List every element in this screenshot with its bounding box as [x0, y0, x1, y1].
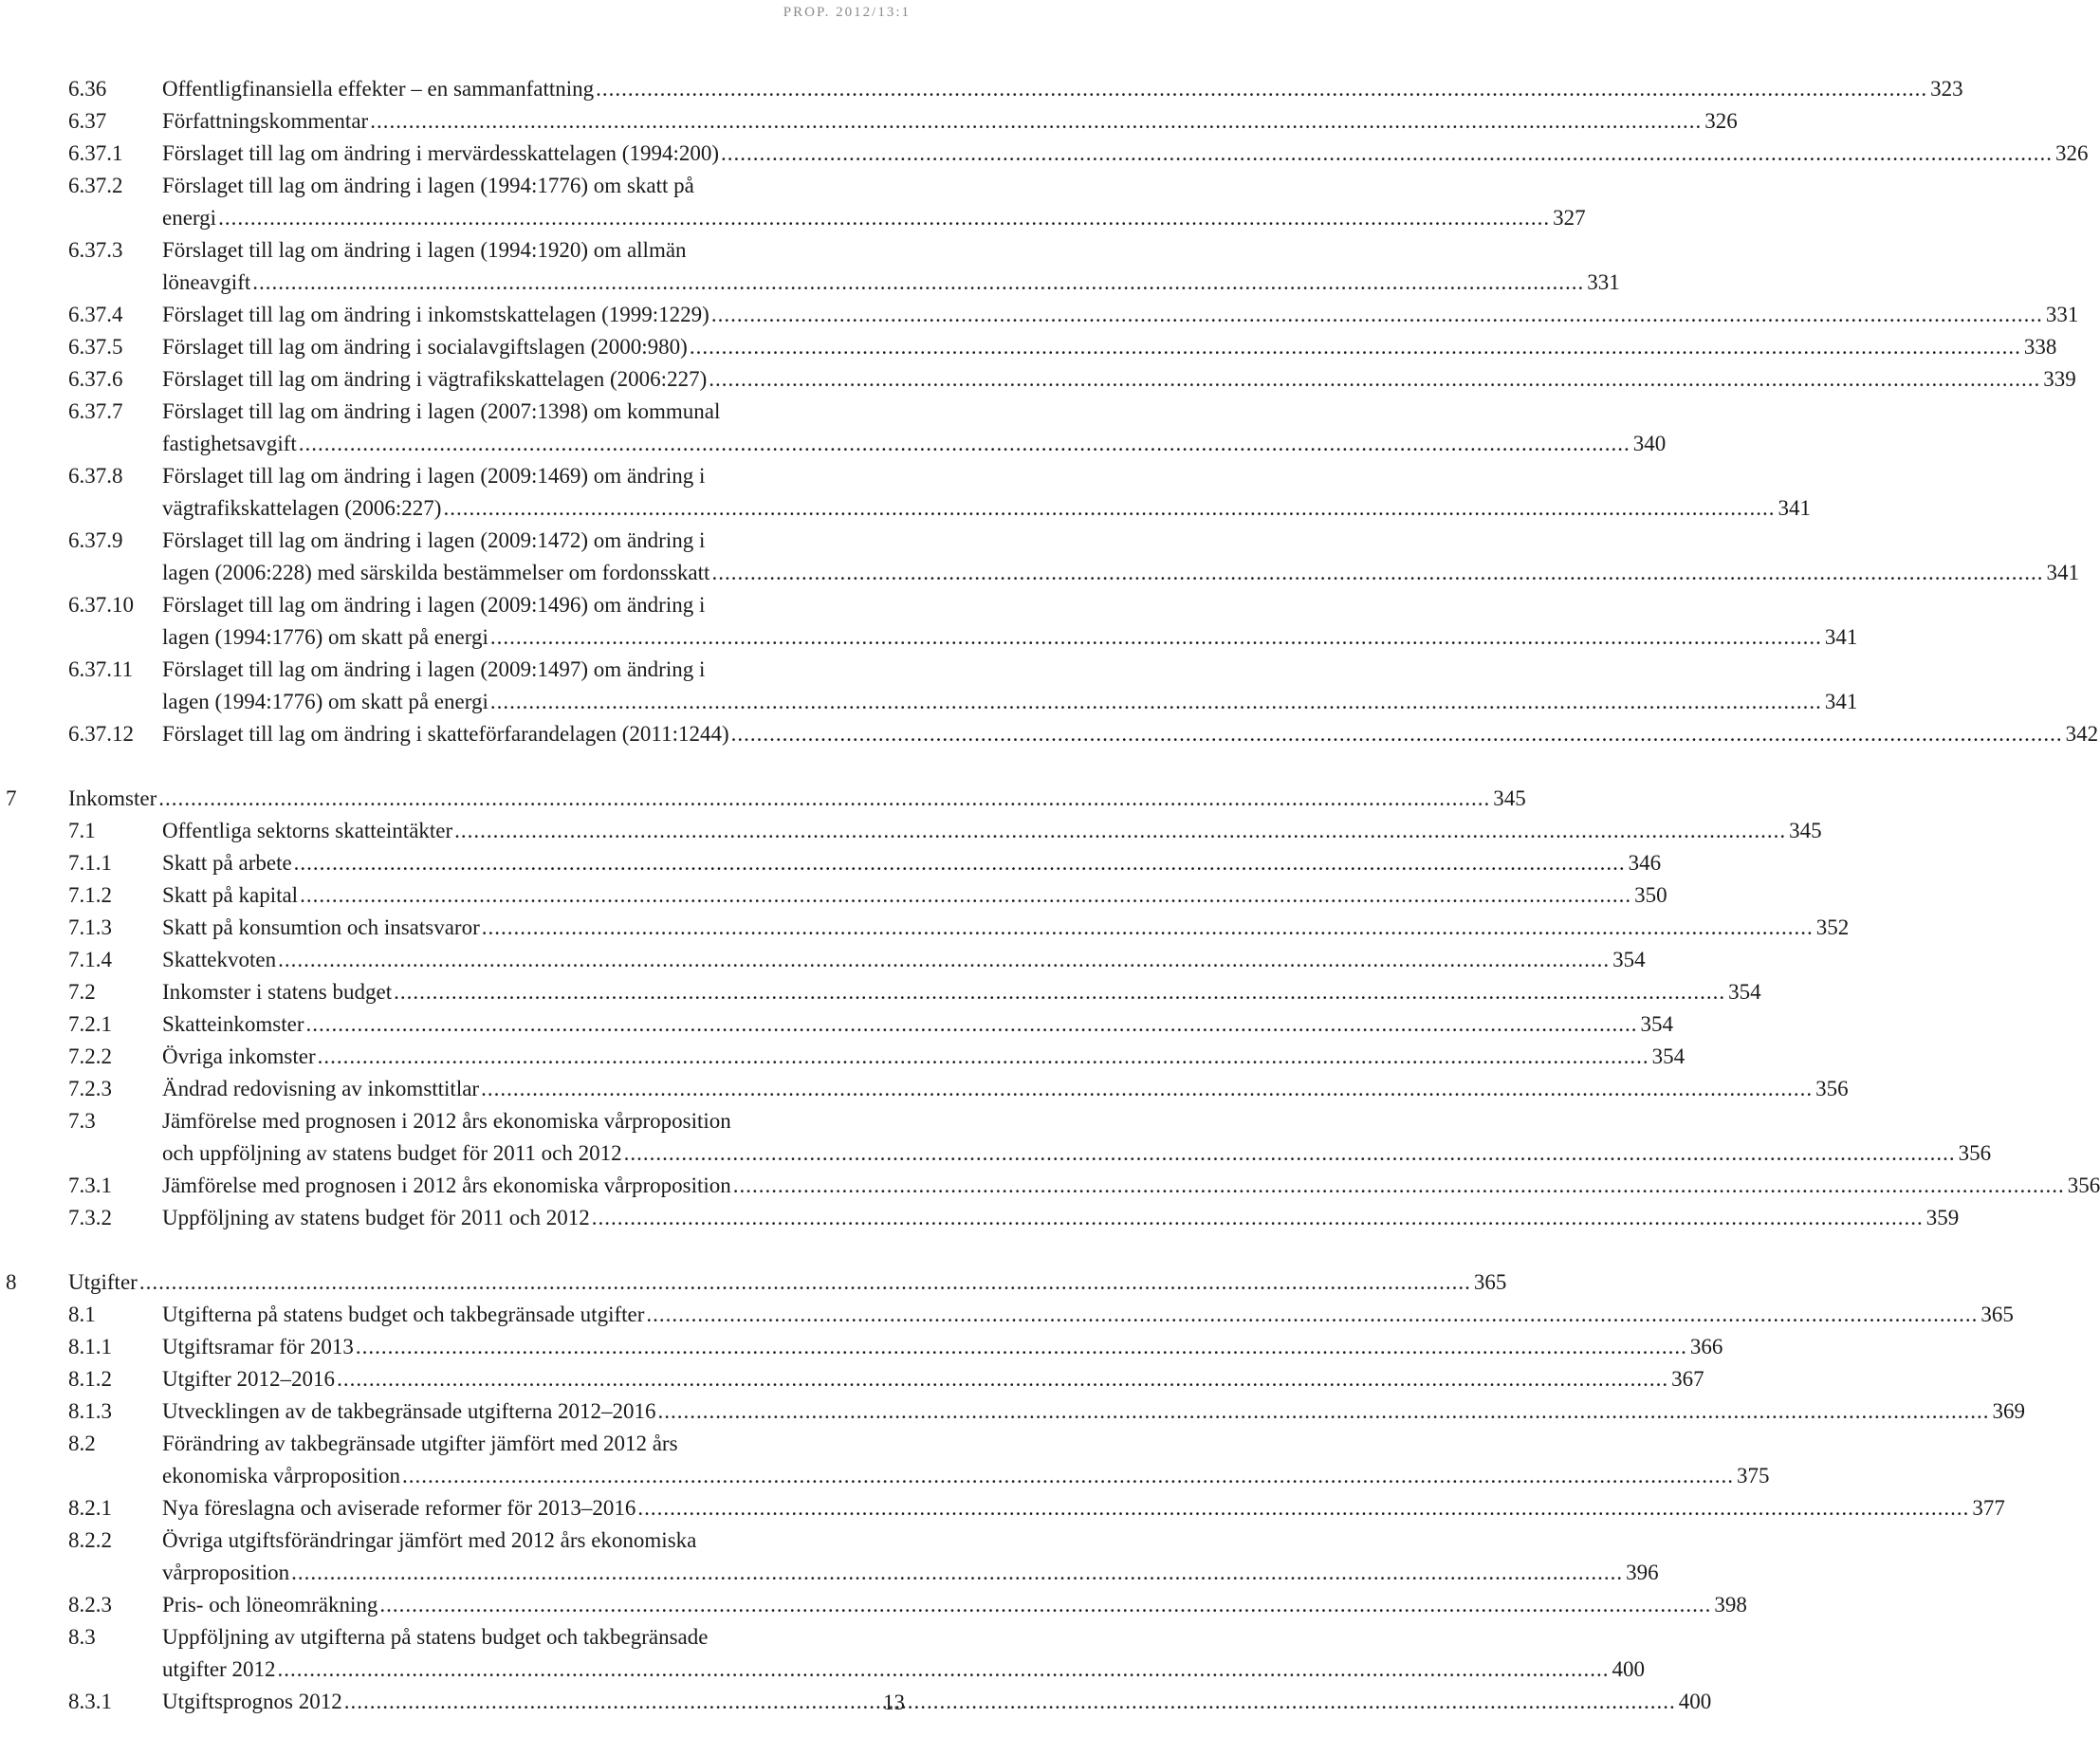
toc-entry-title: vårproposition: [162, 1561, 290, 1584]
dot-leader: [139, 1266, 1471, 1299]
toc-page-number: 339: [2043, 367, 2076, 391]
toc-entry[interactable]: [0, 1202, 1960, 1234]
toc-chapter-entry[interactable]: [0, 1266, 1507, 1299]
toc-section-number: 6.36: [68, 77, 107, 101]
toc-entry-title-line: [162, 267, 1620, 299]
toc-entry-title: Förslaget till lag om ändring i lagen (2009:1497) om ändring i: [162, 657, 706, 681]
toc-entry-title-line: [162, 1137, 1992, 1170]
toc-entry-title: Författningskommentar: [162, 109, 369, 133]
dot-leader: [277, 1654, 1609, 1686]
toc-page-number: 331: [2045, 303, 2079, 326]
toc-section-number: 6.37.4: [68, 303, 123, 326]
toc-entry[interactable]: [0, 1170, 2100, 1202]
toc-entry-title-line: [162, 105, 1738, 138]
toc-entry-title: Utgiftsprognos 2012: [162, 1690, 342, 1713]
toc-entry-title: Skatt på arbete: [162, 851, 292, 875]
dot-leader: [379, 1589, 1711, 1621]
toc-entry-title: Skattekvoten: [162, 948, 277, 971]
toc-entry-title-continuation: [162, 1621, 846, 1654]
toc-page-number: 369: [1992, 1399, 2026, 1423]
toc-entry-title-line: [162, 1589, 1747, 1621]
toc-entry[interactable]: [0, 1331, 1723, 1363]
toc-entry[interactable]: [0, 170, 1586, 234]
toc-page-number: 359: [1925, 1206, 1960, 1229]
dot-leader: [733, 1170, 2065, 1202]
toc-entry-title: Förslaget till lag om ändring i lagen (2007:1398) om kommunal: [162, 399, 721, 423]
toc-entry-title: och uppföljning av statens budget för 2011 och 2012: [162, 1141, 622, 1165]
dot-leader: [646, 1299, 1978, 1331]
dot-leader: [481, 1073, 1813, 1105]
toc-section-number: 6.37.7: [68, 399, 123, 423]
toc-entry-title-continuation: [162, 1105, 846, 1137]
toc-entry[interactable]: [0, 234, 1620, 299]
toc-entry-title-line: [162, 1686, 1712, 1718]
toc-section-number: 7.1.3: [68, 915, 112, 939]
toc-entry[interactable]: [0, 912, 1850, 944]
toc-page-number: 354: [1651, 1044, 1686, 1068]
toc-entry[interactable]: [0, 718, 2099, 750]
toc-entry-title: vägtrafikskattelagen (2006:227): [162, 496, 442, 520]
toc-entry-title: Förslaget till lag om ändring i inkomstskattelagen (1999:1229): [162, 303, 709, 326]
toc-page-number: 356: [2067, 1173, 2100, 1197]
toc-page-number: 377: [1972, 1496, 2005, 1520]
toc-page-number: 365: [1980, 1303, 2014, 1326]
toc-entry[interactable]: [0, 976, 1761, 1008]
toc-section-number: 6.37.6: [68, 367, 123, 391]
toc-section-number: 6.37.11: [68, 657, 134, 681]
toc-entry[interactable]: [0, 525, 2079, 589]
toc-entry-title-line: [162, 1041, 1686, 1073]
toc-entry-title-continuation: [162, 460, 846, 492]
toc-entry-title: Utgiftsramar för 2013: [162, 1335, 354, 1358]
toc-entry-title: löneavgift: [162, 270, 251, 294]
toc-page-number: 350: [1634, 883, 1667, 907]
toc-entry-title-line: [68, 783, 1526, 815]
toc-entry-title-line: [162, 299, 2079, 331]
dot-leader: [278, 944, 1610, 976]
toc-entry-title: Utgifter: [68, 1270, 138, 1294]
toc-entry-title-line: [162, 976, 1761, 1008]
toc-section-number: 8.3.1: [68, 1690, 112, 1713]
toc-entry-title-line: [162, 363, 2076, 396]
dot-leader: [443, 492, 1775, 525]
toc-entry-title: Pris- och löneomräkning: [162, 1593, 378, 1617]
toc-entry-title-line: [162, 1557, 1659, 1589]
dot-leader: [721, 138, 2053, 170]
toc-section-number: 6.37.10: [68, 593, 134, 617]
toc-entry-title: Ändrad redovisning av inkomsttitlar: [162, 1077, 480, 1100]
toc-entry-title: Förslaget till lag om ändring i mervärdesskattelagen (1994:200): [162, 141, 719, 165]
dot-leader: [592, 1202, 1924, 1234]
dot-leader: [394, 976, 1725, 1008]
toc-section-number: 6.37.2: [68, 174, 123, 197]
toc-page-number: 400: [1678, 1690, 1712, 1713]
toc-page-number: 396: [1626, 1561, 1659, 1584]
toc-entry-title: Övriga utgiftsförändringar jämfört med 2012 års ekonomiska: [162, 1528, 697, 1552]
toc-section-number: 7.2.3: [68, 1077, 112, 1100]
toc-entry-title: Uppföljning av statens budget för 2011 och 2012: [162, 1206, 590, 1229]
toc-entry-title-line: [162, 1073, 1849, 1105]
toc-entry[interactable]: [0, 815, 1822, 847]
toc-section-number: 8.3: [68, 1625, 96, 1649]
dot-leader: [299, 428, 1630, 460]
toc-entry-title-line: [162, 944, 1646, 976]
toc-section-number: 7.3: [68, 1109, 96, 1133]
toc-entry[interactable]: [0, 1428, 1770, 1492]
toc-entry-title-line: [162, 1654, 1645, 1686]
toc-entry-title: Övriga inkomster: [162, 1044, 316, 1068]
dot-leader: [624, 1137, 1956, 1170]
toc-entry[interactable]: [0, 138, 2089, 170]
dot-leader: [596, 73, 1927, 105]
toc-page-number: 398: [1714, 1593, 1747, 1617]
toc-entry-title: Skatt på konsumtion och insatsvaror: [162, 915, 480, 939]
toc-section-number: 7.2: [68, 980, 96, 1004]
toc-entry[interactable]: [0, 331, 2057, 363]
toc-entry[interactable]: [0, 879, 1667, 912]
dot-leader: [318, 1041, 1649, 1073]
toc-page-number: 356: [1958, 1141, 1992, 1165]
toc-entry-title-continuation: [162, 1524, 846, 1557]
toc-entry-title-line: [162, 686, 1858, 718]
toc-entry[interactable]: [0, 105, 1738, 138]
toc-entry[interactable]: [0, 1105, 1992, 1170]
toc-entry[interactable]: [0, 460, 1811, 525]
toc-section-number: 7.1.1: [68, 851, 112, 875]
toc-section-number: 6.37.8: [68, 464, 123, 488]
dot-leader: [490, 621, 1822, 654]
toc-page-number: 327: [1553, 206, 1586, 230]
toc-section-number: 7.3.2: [68, 1206, 112, 1229]
toc-entry-title: Nya föreslagna och aviserade reformer för 2013–2016: [162, 1496, 636, 1520]
toc-entry-title: Förslaget till lag om ändring i vägtrafikskattelagen (2006:227): [162, 367, 708, 391]
dot-leader: [305, 1008, 1637, 1041]
toc-entry-title-line: [162, 557, 2079, 589]
toc-entry-title-continuation: [162, 170, 846, 202]
toc-entry-title: ekonomiska vårproposition: [162, 1464, 401, 1488]
toc-page-number: 326: [2055, 141, 2089, 165]
toc-page-number: 346: [1628, 851, 1662, 875]
toc-section-number: 6.37.3: [68, 238, 123, 262]
toc-page-number: 340: [1632, 432, 1667, 455]
toc-entry-title: energi: [162, 206, 217, 230]
toc-page-number: 365: [1473, 1270, 1507, 1294]
toc-entry[interactable]: [0, 1008, 1673, 1041]
toc-entry-title-continuation: [162, 234, 846, 267]
toc-entry-title: Förslaget till lag om ändring i lagen (2009:1472) om ändring i: [162, 528, 706, 552]
toc-entry-title-line: [162, 1202, 1960, 1234]
toc-entry-title-line: [162, 1395, 2026, 1428]
toc-section-number: 7.2.2: [68, 1044, 112, 1068]
toc-page-number: 345: [1493, 786, 1526, 810]
toc-entry-title-line: [162, 1170, 2100, 1202]
toc-section-number: 8: [6, 1270, 17, 1294]
toc-entry[interactable]: [0, 1492, 2005, 1524]
toc-entry[interactable]: [0, 944, 1646, 976]
toc-section-number: 7.1.2: [68, 883, 112, 907]
toc-entry-title: Offentliga sektorns skatteintäkter: [162, 819, 453, 842]
toc-entry-title-line: [162, 73, 1963, 105]
dot-leader: [252, 267, 1584, 299]
toc-entry-title-line: [162, 912, 1850, 944]
toc-page-number: 354: [1612, 948, 1646, 971]
toc-chapter-entry[interactable]: [0, 783, 1526, 815]
toc-section-number: 6.37.9: [68, 528, 123, 552]
toc-section-number: 8.2.1: [68, 1496, 112, 1520]
toc-entry-title: Förslaget till lag om ändring i lagen (1994:1920) om allmän: [162, 238, 687, 262]
dot-leader: [711, 299, 2043, 331]
toc-page-number: 323: [1930, 77, 1963, 101]
dot-leader: [690, 331, 2021, 363]
dot-leader: [711, 557, 2043, 589]
toc-entry-title: fastighetsavgift: [162, 432, 297, 455]
toc-entry-title-continuation: [162, 1428, 846, 1460]
toc-entry[interactable]: [0, 1073, 1849, 1105]
toc-entry-title: Förslaget till lag om ändring i lagen (2009:1469) om ändring i: [162, 464, 706, 488]
toc-entry-title: utgifter 2012: [162, 1657, 276, 1681]
dot-leader: [658, 1395, 1990, 1428]
toc-page-number: 367: [1671, 1367, 1704, 1391]
toc-page-number: 375: [1737, 1464, 1770, 1488]
toc-page-number: 366: [1689, 1335, 1723, 1358]
toc-entry-title: Förslaget till lag om ändring i skatteförfarandelagen (2011:1244): [162, 722, 729, 746]
dot-leader: [294, 847, 1626, 879]
page-number: 13: [883, 1691, 905, 1714]
toc-entry-title: Utgifterna på statens budget och takbegränsade utgifter: [162, 1303, 645, 1326]
toc-entry[interactable]: [0, 1524, 1659, 1589]
toc-section-number: 8.2.2: [68, 1528, 112, 1552]
toc-entry-title-line: [162, 879, 1667, 912]
toc-page-number: 345: [1789, 819, 1822, 842]
toc-section-number: 8.1.3: [68, 1399, 112, 1423]
toc-entry-title: Offentligfinansiella effekter – en sammanfattning: [162, 77, 595, 101]
toc-entry-title: lagen (2006:228) med särskilda bestämmelser om fordonsskatt: [162, 561, 710, 584]
dot-leader: [158, 783, 1490, 815]
toc-entry-title-line: [162, 202, 1586, 234]
toc-entry[interactable]: [0, 847, 1662, 879]
toc-entry-title: Förslaget till lag om ändring i socialavgiftslagen (2000:980): [162, 335, 688, 359]
toc-section-number: 8.1.1: [68, 1335, 112, 1358]
dot-leader: [709, 363, 2040, 396]
toc-entry-title-line: [162, 1299, 2014, 1331]
toc-entry[interactable]: [0, 1395, 2026, 1428]
toc-entry-title-line: [162, 492, 1811, 525]
dot-leader: [291, 1557, 1623, 1589]
running-header: PROP. 2012/13:1: [783, 5, 911, 20]
toc-entry-title-line: [162, 1363, 1704, 1395]
toc-section-number: 8.1: [68, 1303, 96, 1326]
toc-entry-title-line: [162, 331, 2057, 363]
toc-section-number: 7: [6, 786, 17, 810]
toc-entry-title-line: [162, 1492, 2005, 1524]
toc-page-number: 400: [1612, 1657, 1645, 1681]
toc-entry[interactable]: [0, 73, 1963, 105]
toc-entry-title-line: [162, 621, 1858, 654]
toc-entry-title-line: [162, 718, 2099, 750]
toc-entry-title: Jämförelse med prognosen i 2012 års ekonomiska vårproposition: [162, 1109, 731, 1133]
toc-page-number: 331: [1587, 270, 1620, 294]
toc-entry[interactable]: [0, 1363, 1704, 1395]
toc-entry-title: Förslaget till lag om ändring i lagen (1994:1776) om skatt på: [162, 174, 694, 197]
toc-page-number: 354: [1728, 980, 1761, 1004]
toc-page-number: 341: [1778, 496, 1811, 520]
toc-entry-title-continuation: [162, 396, 846, 428]
toc-entry-title: Utgifter 2012–2016: [162, 1367, 336, 1391]
dot-leader: [731, 718, 2063, 750]
toc-entry-title-line: [162, 138, 2089, 170]
toc-section-number: 6.37.5: [68, 335, 123, 359]
dot-leader: [356, 1331, 1687, 1363]
toc-page-number: 341: [1824, 690, 1858, 713]
dot-leader: [482, 912, 1814, 944]
toc-entry[interactable]: [0, 1589, 1747, 1621]
toc-page-number: 354: [1640, 1012, 1673, 1036]
toc-section-number: 7.1: [68, 819, 96, 842]
toc-section-number: 6.37: [68, 109, 107, 133]
toc-section-number: 7.2.1: [68, 1012, 112, 1036]
dot-leader: [490, 686, 1822, 718]
toc-entry-title: Inkomster i statens budget: [162, 980, 393, 1004]
toc-section-number: 7.3.1: [68, 1173, 112, 1197]
toc-page-number: 356: [1815, 1077, 1849, 1100]
toc-entry-title-line: [162, 815, 1822, 847]
dot-leader: [454, 815, 1786, 847]
toc-entry[interactable]: [0, 1686, 1712, 1718]
toc-entry[interactable]: [0, 299, 2079, 331]
toc-entry[interactable]: [0, 1621, 1645, 1686]
toc-entry-title: Skatt på kapital: [162, 883, 299, 907]
toc-entry-title-line: [68, 1266, 1507, 1299]
toc-page-number: 341: [1824, 625, 1858, 649]
toc-entry-title: Förändring av takbegränsade utgifter jämfört med 2012 års: [162, 1432, 678, 1455]
toc-entry[interactable]: [0, 1299, 2014, 1331]
toc-entry-title: Inkomster: [68, 786, 157, 810]
toc-entry-title: Utvecklingen av de takbegränsade utgifterna 2012–2016: [162, 1399, 656, 1423]
dot-leader: [218, 202, 1550, 234]
toc-section-number: 8.2.3: [68, 1593, 112, 1617]
toc-entry[interactable]: [0, 1041, 1686, 1073]
dot-leader: [344, 1686, 1676, 1718]
toc-entry[interactable]: [0, 654, 1858, 718]
toc-entry-title-line: [162, 428, 1667, 460]
toc-page-number: 338: [2023, 335, 2057, 359]
dot-leader: [637, 1492, 1969, 1524]
toc-page-number: 341: [2046, 561, 2079, 584]
toc-entry[interactable]: [0, 589, 1858, 654]
toc-section-number: 6.37.12: [68, 722, 134, 746]
dot-leader: [402, 1460, 1734, 1492]
toc-section-number: 7.1.4: [68, 948, 112, 971]
toc-entry-title: Skatteinkomster: [162, 1012, 304, 1036]
dot-leader: [337, 1363, 1668, 1395]
toc-entry-title-continuation: [162, 654, 846, 686]
toc-entry-title: Uppföljning av utgifterna på statens budget och takbegränsade: [162, 1625, 709, 1649]
toc-section-number: 8.1.2: [68, 1367, 112, 1391]
toc-entry-title: Förslaget till lag om ändring i lagen (2009:1496) om ändring i: [162, 593, 706, 617]
toc-entry-title-line: [162, 1331, 1723, 1363]
toc-entry-title: lagen (1994:1776) om skatt på energi: [162, 690, 488, 713]
toc-entry-title-continuation: [162, 589, 846, 621]
dot-leader: [370, 105, 1702, 138]
toc-entry-title-continuation: [162, 525, 846, 557]
toc-page-number: 326: [1704, 109, 1738, 133]
toc-entry-title: Jämförelse med prognosen i 2012 års ekonomiska vårproposition: [162, 1173, 731, 1197]
toc-section-number: 8.2: [68, 1432, 96, 1455]
toc-entry-title-line: [162, 1008, 1673, 1041]
toc-page-number: 342: [2065, 722, 2099, 746]
toc-entry-title: lagen (1994:1776) om skatt på energi: [162, 625, 488, 649]
toc-entry-title-line: [162, 847, 1662, 879]
toc-page-number: 352: [1815, 915, 1850, 939]
dot-leader: [300, 879, 1631, 912]
toc-entry-title-line: [162, 1460, 1770, 1492]
toc-entry[interactable]: [0, 396, 1667, 460]
toc-entry[interactable]: [0, 363, 2076, 396]
toc-section-number: 6.37.1: [68, 141, 123, 165]
